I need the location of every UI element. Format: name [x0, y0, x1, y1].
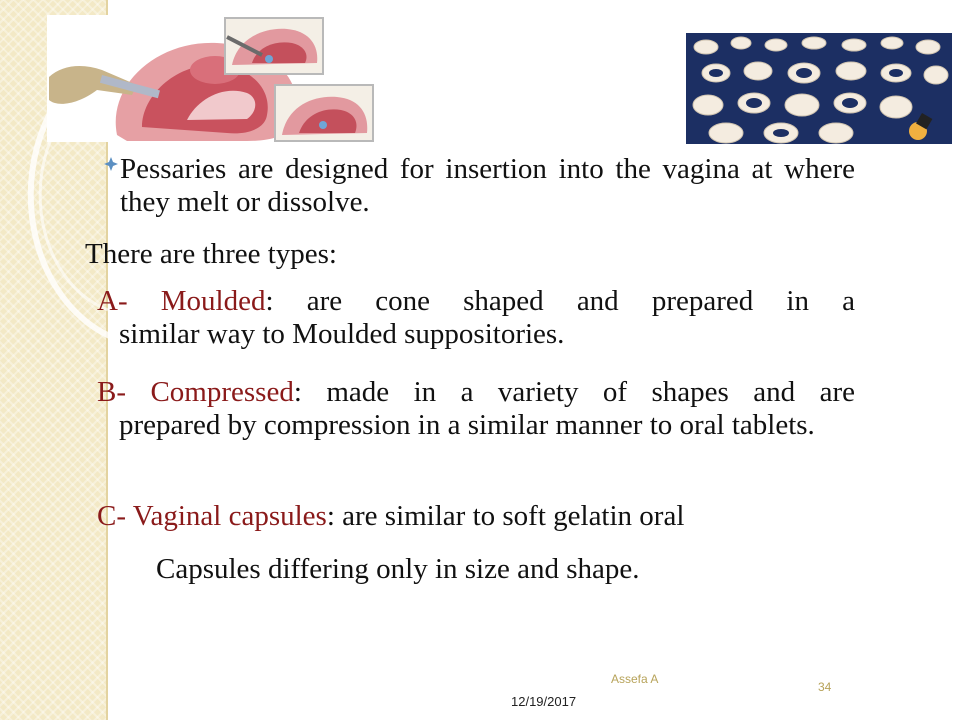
pessary-tablets-photo — [686, 33, 952, 144]
type-a-desc-rest: similar way to Moulded suppositories. — [119, 318, 565, 350]
pessary-definition: Pessaries are designed for insertion into the vagina at where they melt or dissolve. — [120, 153, 855, 218]
footer-author: Assefa A — [611, 672, 659, 686]
type-c-prefix: C- — [97, 500, 126, 532]
type-c-vaginal-capsules — [97, 500, 855, 533]
pessary-insertion-diagram — [47, 15, 377, 142]
type-b-desc-first: : made in a variety of shapes and are — [293, 376, 855, 408]
type-a-desc-first: : are cone shaped and prepared in a — [265, 285, 855, 317]
type-b-compressed — [97, 376, 855, 442]
footer-page-number: 34 — [818, 680, 832, 694]
type-b-desc-rest: prepared by compression in a similar manner to oral tablets. — [119, 409, 815, 441]
type-b-prefix: B- — [97, 376, 126, 408]
types-intro: There are three types: — [85, 238, 337, 270]
type-c-term: Vaginal capsules — [132, 500, 327, 532]
diamond-bullet-icon — [104, 157, 118, 171]
type-b-term: Compressed — [150, 376, 294, 408]
footer-date: 12/19/2017 — [511, 694, 577, 709]
type-a-term: Moulded — [160, 285, 266, 317]
type-a-moulded — [97, 285, 855, 351]
type-c-desc-rest: Capsules differing only in size and shape. — [156, 553, 640, 585]
type-a-prefix: A- — [97, 285, 128, 317]
type-c-desc-first: : are similar to soft gelatin oral — [326, 500, 685, 532]
